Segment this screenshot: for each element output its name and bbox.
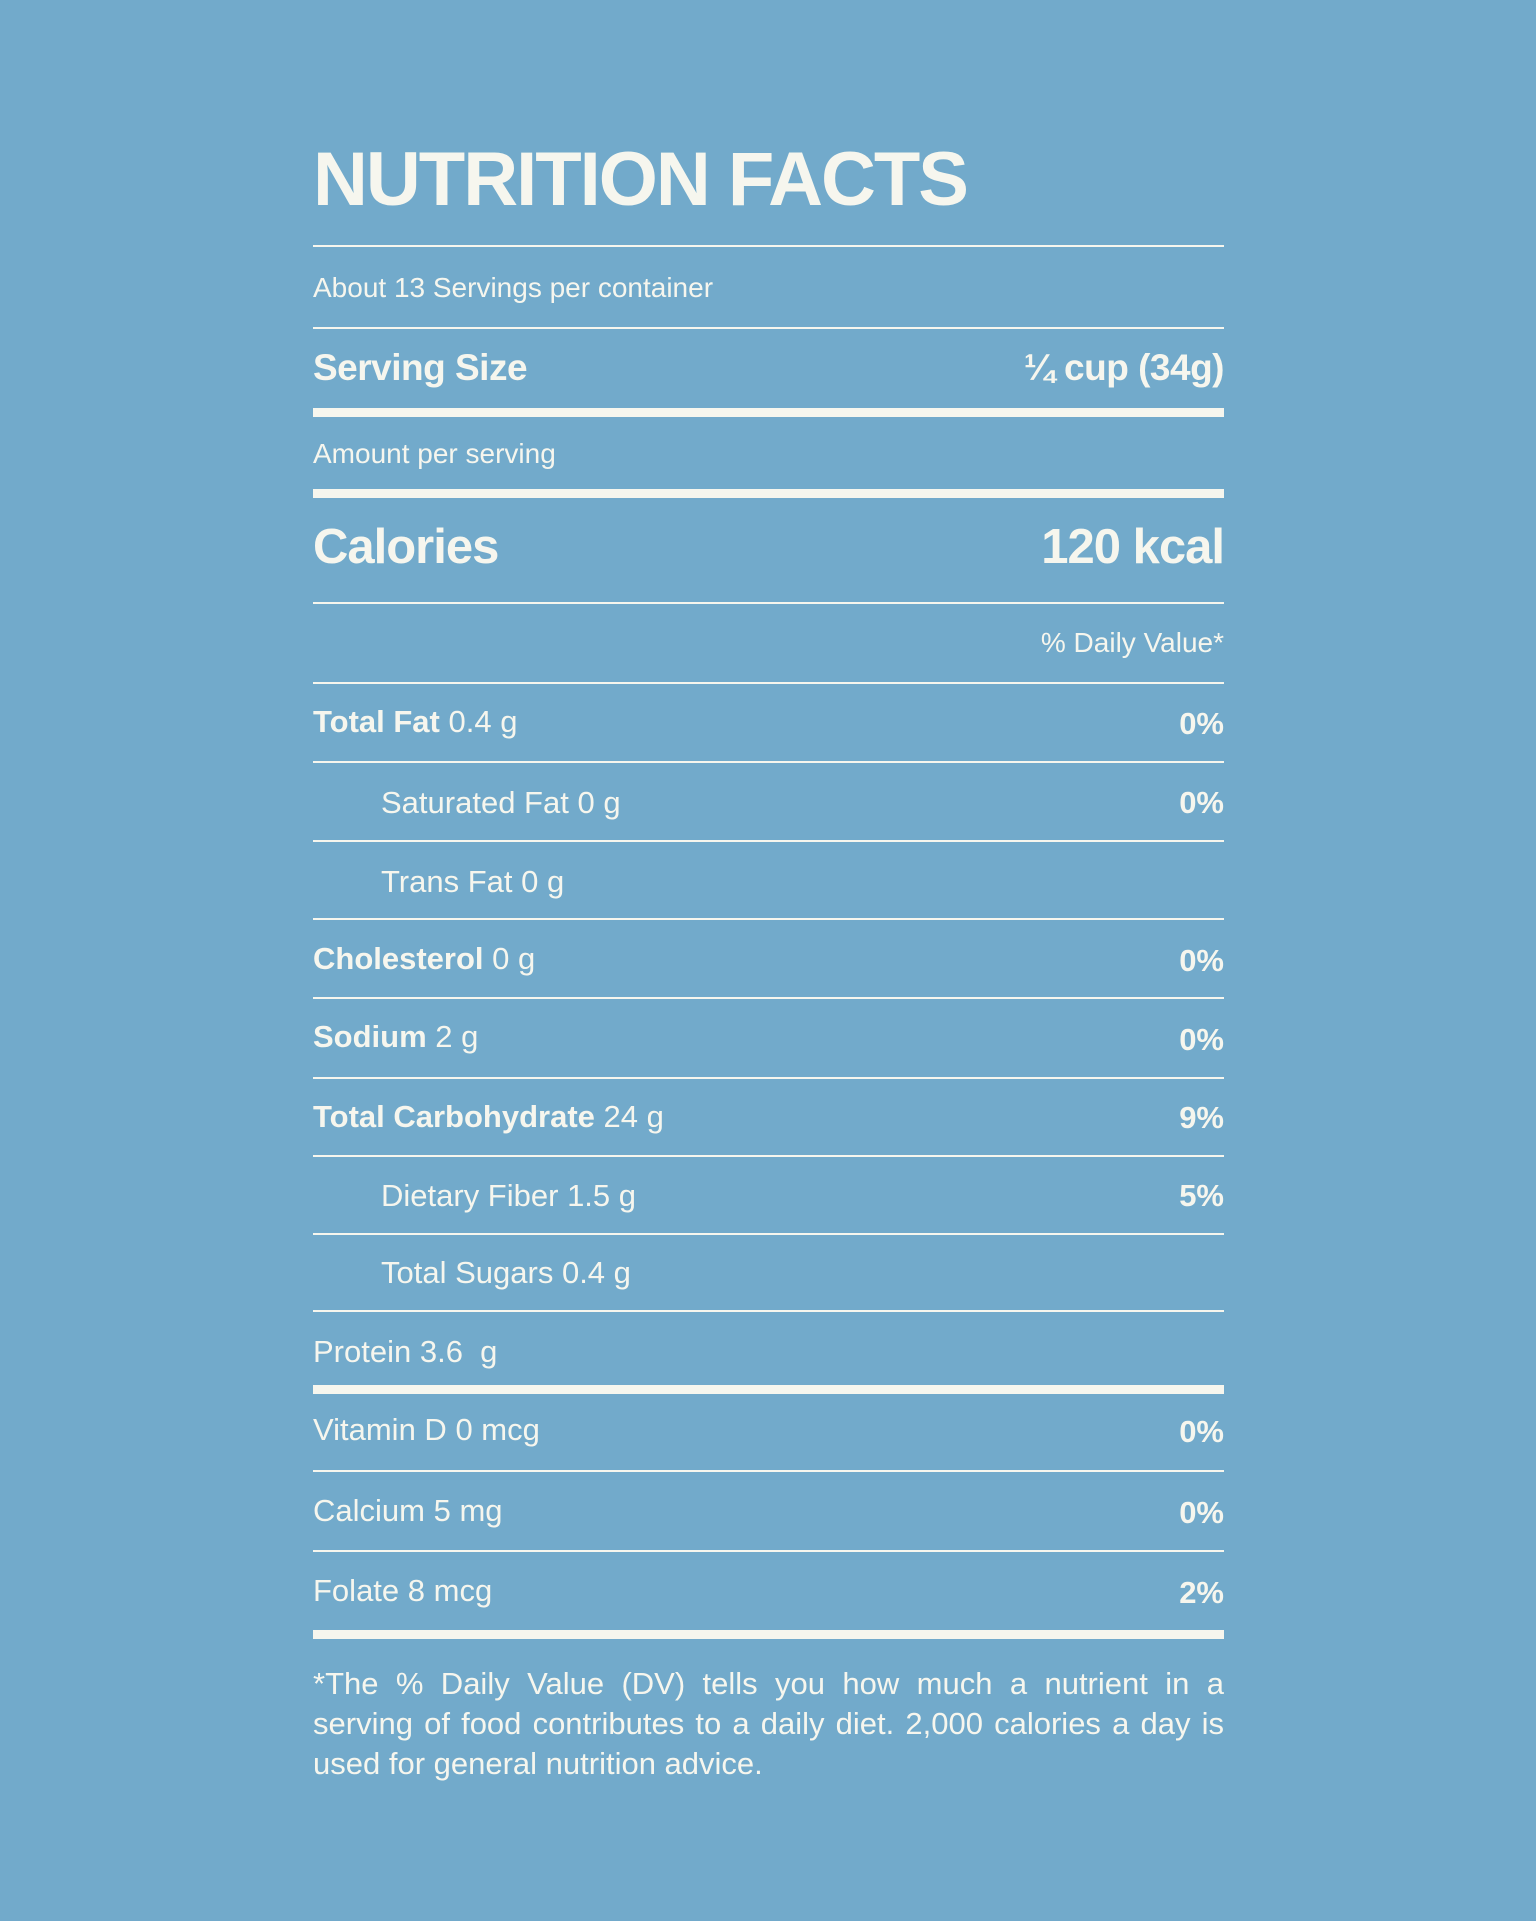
vitamin-name: Folate [313, 1573, 400, 1608]
nutrient-name: Trans Fat [381, 864, 513, 899]
nutrient-row-cholesterol [313, 943, 535, 974]
nutrient-amount: 2 g [435, 1019, 479, 1054]
nutrient-dv: 0% [1179, 1022, 1224, 1057]
nutrient-dv: 9% [1179, 1100, 1224, 1135]
nutrient-dv: 5% [1179, 1178, 1224, 1213]
nutrient-name: Total Sugars [381, 1255, 554, 1290]
daily-value-footnote: *The % Daily Value (DV) tells you how much a nutrient in a serving of food contributes to a daily diet. 2,000 calories a day is used for general nutrition advice. [313, 1666, 1224, 1781]
nutrient-row-total-fat [313, 706, 517, 737]
nutrient-name: Saturated Fat [381, 785, 569, 820]
nutrient-row-saturated-fat [381, 787, 621, 818]
nutrient-amount: 24 g [603, 1099, 664, 1134]
vitamin-amount: 0 mcg [455, 1412, 540, 1447]
nutrient-amount: 3.6 g [419, 1334, 498, 1369]
nutrient-amount: 0 g [577, 785, 621, 820]
serving-size-label: Serving Size [313, 347, 528, 388]
vitamin-amount: 8 mcg [407, 1573, 493, 1608]
vitamin-row-vitamin-d [313, 1414, 540, 1445]
nutrient-name: Sodium [313, 1019, 427, 1054]
nutrient-amount: 0.4 g [561, 1255, 631, 1290]
divider [313, 840, 1224, 842]
vitamin-amount: 5 mg [433, 1493, 503, 1528]
thick-divider [313, 408, 1224, 417]
page-title: NUTRITION FACTS [313, 137, 967, 222]
divider [313, 1550, 1224, 1552]
nutrient-row-total-carbohydrate [313, 1101, 664, 1132]
vitamin-name: Calcium [313, 1493, 425, 1528]
vitamin-dv: 0% [1179, 1495, 1224, 1530]
vitamin-dv: 0% [1179, 1414, 1224, 1449]
divider [313, 918, 1224, 920]
vitamin-dv: 2% [1179, 1575, 1224, 1610]
divider [313, 245, 1224, 247]
nutrient-name: Total Fat [313, 704, 440, 739]
nutrient-row-protein [313, 1336, 497, 1367]
calories-label: Calories [313, 520, 499, 574]
divider [313, 997, 1224, 999]
nutrient-row-total-sugars [381, 1257, 631, 1288]
serving-size-value: ¼ cup (34g) [1023, 347, 1224, 388]
nutrient-dv: 0% [1179, 785, 1224, 820]
calories-value: 120 kcal [1041, 520, 1224, 574]
nutrient-row-sodium [313, 1021, 478, 1052]
nutrient-amount: 1.5 g [567, 1178, 637, 1213]
nutrient-dv: 0% [1179, 943, 1224, 978]
thick-divider [313, 1385, 1224, 1394]
vitamin-name: Vitamin D [313, 1412, 447, 1447]
divider [313, 1155, 1224, 1157]
nutrient-amount: 0 g [492, 941, 536, 976]
nutrient-name: Cholesterol [313, 941, 484, 976]
divider [313, 1470, 1224, 1472]
amount-per-serving: Amount per serving [313, 438, 556, 469]
divider [313, 1310, 1224, 1312]
nutrient-amount: 0.4 g [448, 704, 518, 739]
nutrient-name: Dietary Fiber [381, 1178, 559, 1213]
thick-divider [313, 1630, 1224, 1639]
nutrient-row-dietary-fiber [381, 1180, 636, 1211]
vitamin-row-folate [313, 1575, 492, 1606]
thick-divider [313, 489, 1224, 498]
servings-per-container: About 13 Servings per container [313, 272, 714, 303]
divider [313, 682, 1224, 684]
divider [313, 1233, 1224, 1235]
daily-value-header: % Daily Value* [1040, 627, 1224, 658]
nutrient-name: Total Carbohydrate [313, 1099, 595, 1134]
divider [313, 1077, 1224, 1079]
nutrient-dv: 0% [1179, 706, 1224, 741]
nutrient-amount: 0 g [521, 864, 565, 899]
nutrient-row-trans-fat [381, 866, 564, 897]
divider [313, 602, 1224, 604]
vitamin-row-calcium [313, 1495, 503, 1526]
divider [313, 761, 1224, 763]
divider [313, 327, 1224, 329]
nutrient-name: Protein [313, 1334, 412, 1369]
